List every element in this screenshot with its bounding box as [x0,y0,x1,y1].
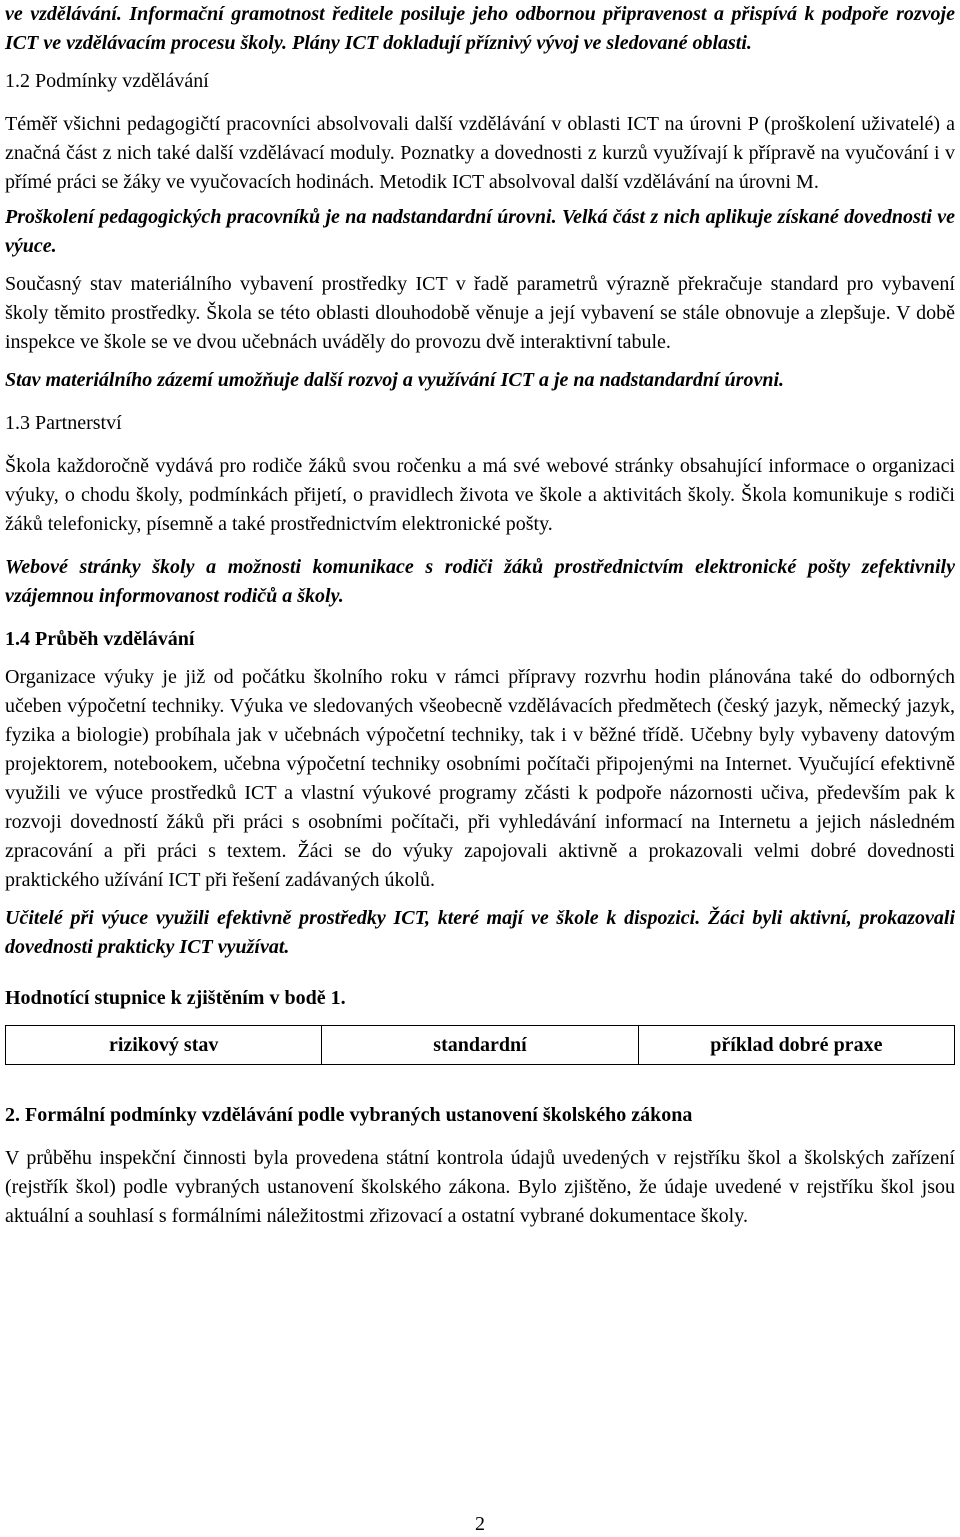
section-1-2-heading: 1.2 Podmínky vzdělávání [5,70,209,92]
section-1-2-conclusion-2: Stav materiálního zázemí umožňuje další rozvoj a využívání ICT a je na nadstandardní úrovni. [5,369,785,391]
section-1-4-conclusion: Učitelé při výuce využili efektivně prostředky ICT, které mají ve škole k dispozici. Žáci byli aktivní, prokazovali dovednosti prakticky ICT využívat. [5,907,955,958]
section-1-3-paragraph-1: Škola každoročně vydává pro rodiče žáků svou ročenku a má své webové stránky obsahující informace o organizaci výuky, o chodu školy, podmínkách přijetí, o pravidlech života ve škole a aktivitách školy. Škola komunikuje s rodiči žáků telefonicky, písemně a také prostřednictvím elektronické pošty. [5,455,955,535]
document-page [5,0,955,1231]
section-1-2-paragraph-1: Téměř všichni pedagogičtí pracovníci absolvovali další vzdělávání v oblasti ICT na úrovni P (proškolení uživatelé) a značná část z nich také další vzdělávací moduly. Poznatky a dovednosti z kurzů využívají k přípravě na vyučování i v přímé práci se žáky ve vyučovacích hodinách. Metodik ICT absolvoval další vzdělávání na úrovni M. [5,113,955,193]
section-1-2-conclusion-1: Proškolení pedagogických pracovníků je na nadstandardní úrovni. Velká část z nich aplikuje získané dovednosti ve výuce. [5,206,955,257]
intro-conclusion: ve vzdělávání. Informační gramotnost ředitele posiluje jeho odbornou připravenost a přispívá k podpoře rozvoje ICT ve vzdělávacím procesu školy. Plány ICT dokladují příznivý vývoj ve sledované oblasti. [5,3,955,54]
rating-cell-good-practice: příklad dobré praxe [638,1026,954,1065]
page-number: 2 [475,1513,485,1535]
section-1-4-paragraph-1: Organizace výuky je již od počátku školního roku v rámci přípravy rozvrhu hodin plánována také do odborných učeben výpočetní techniky. Výuka ve sledovaných všeobecně vzdělávacích předmětech (český jazyk, německý jazyk, fyzika a biologie) probíhala jak v učebnách výpočetní techniky, tak i v běžné třídě. Učebny byly vybaveny datovým projektorem, notebookem, učebna výpočetní techniky osobními počítači připojenými na Internet. Vyučující efektivně využili ve výuce prostředků ICT a vlastní výukové programy zčásti k podpoře názornosti učiva, především pak k rozvoji dovedností žáků při práci s osobními počítači, při vyhledávání informací na Internetu a jejich následném zpracování a při práci s textem. Žáci se do výuky zapojovali aktivně a prokazovali velmi dobré dovednosti praktického užívání ICT při řešení zadávaných úkolů. [5,666,955,891]
rating-cell-risk: rizikový stav [6,1026,322,1065]
section-1-4-heading: 1.4 Průběh vzdělávání [5,628,195,650]
section-1-2-paragraph-2: Současný stav materiálního vybavení prostředky ICT v řadě parametrů výrazně překračuje standard pro vybavení školy těmito prostředky. Škola se této oblasti dlouhodobě věnuje a její vybavení se stále obnovuje a zlepšuje. V době inspekce ve škole se ve dvou učebnách uváděly do provozu dvě interaktivní tabule. [5,273,955,353]
section-1-3-heading: 1.3 Partnerství [5,412,122,434]
section-2-paragraph-1: V průběhu inspekční činnosti byla provedena státní kontrola údajů uvedených v rejstříku škol a školských zařízení (rejstřík škol) podle vybraných ustanovení školského zákona. Bylo zjištěno, že údaje uvedené v rejstříku škol jsou aktuální a souhlasí s formálními náležitostmi zřizovací a ostatní vybrané dokumentace školy. [5,1147,955,1227]
rating-scale-table [5,1025,955,1065]
section-2-heading: 2. Formální podmínky vzdělávání podle vybraných ustanovení školského zákona [5,1104,693,1126]
rating-scale-heading: Hodnotící stupnice k zjištěním v bodě 1. [5,987,346,1009]
section-1-3-conclusion: Webové stránky školy a možnosti komunikace s rodiči žáků prostřednictvím elektronické pošty zefektivnily vzájemnou informovanost rodičů a školy. [5,556,955,607]
table-row [6,1026,955,1065]
rating-cell-standard: standardní [322,1026,638,1065]
